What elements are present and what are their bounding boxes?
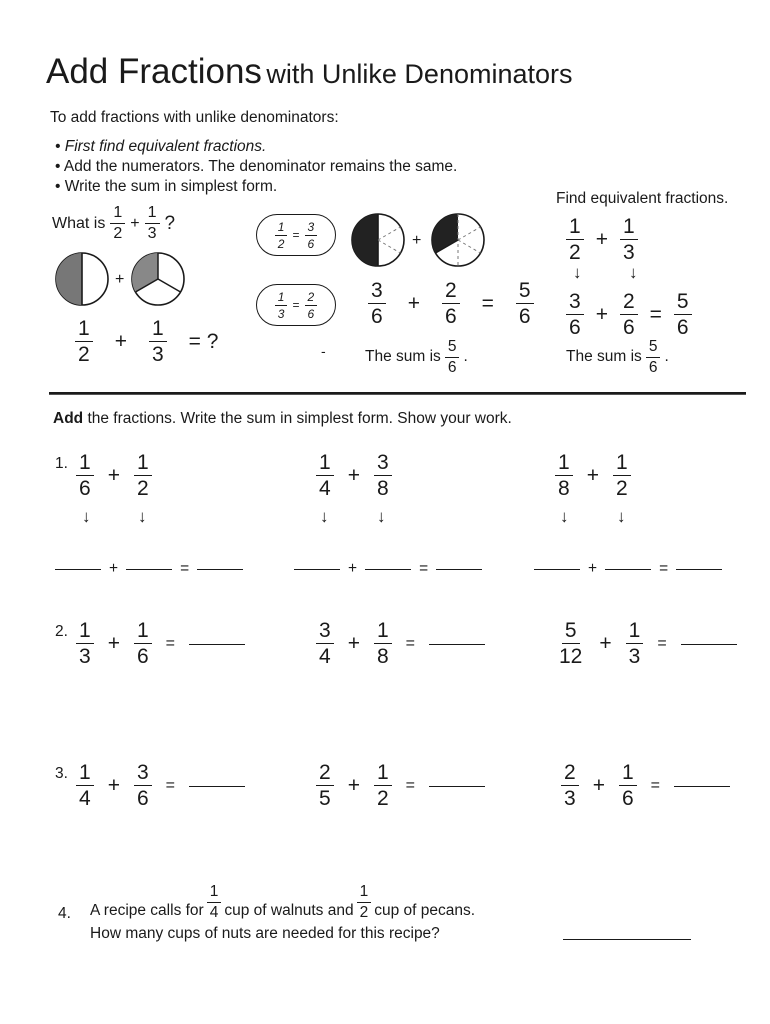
problem-3c: $\frac{2}{3}$ + $\frac{1}{6}$ = [561,762,730,809]
problem-2a: $\frac{1}{3}$ + $\frac{1}{6}$ = [76,620,245,667]
fraction: $\frac{3}{8}$ [374,452,392,499]
problem-2c: $\frac{5}{12}$ + $\frac{1}{3}$ = [556,620,737,667]
problem-number-3: 3. [55,765,68,782]
svg-text:+: + [412,232,422,249]
page-title [46,52,573,92]
example-equation-left: $\frac{1}{2}$ + $\frac{1}{3}$ = ? [75,318,218,365]
fraction: $\frac{5}{6}$ [646,339,661,375]
equivalent-converted: $\frac{3}{6}$ + $\frac{2}{6}$ = $\frac{5}{6}$ [566,291,692,338]
down-arrow-icon: ↓ [138,507,147,526]
answer-blank[interactable] [681,643,737,645]
answer-blank[interactable] [294,568,340,570]
fraction: $\frac{3}{6}$ [566,291,584,338]
fraction: $\frac{1}{2}$ [75,318,93,365]
answer-blank[interactable] [563,938,691,940]
title-main: Add Fractions [46,52,262,91]
work-line-1a: + = [55,560,243,578]
fraction: $\frac{2}{6}$ [442,280,460,327]
find-equivalent-label: Find equivalent fractions. [556,190,729,207]
fraction: $\frac{1}{4}$ [207,884,222,920]
down-arrow-icon: ↓ [617,507,626,526]
fraction: $\frac{2}{3}$ [561,762,579,809]
svg-text:+: + [115,271,125,288]
fraction: $\frac{1}{3}$ [145,205,160,242]
answer-blank[interactable] [365,568,411,570]
fraction: $\frac{5}{6}$ [516,280,534,327]
work-line-1c: + = [534,560,722,578]
fraction: $\frac{3}{6}$ [134,762,152,809]
fraction: $\frac{1}{3}$ [76,620,94,667]
down-arrow-icon: ↓ [560,507,569,526]
intro-text: To add fractions with unlike denominators: [50,109,339,126]
fraction: $\frac{2}{5}$ [316,762,334,809]
example-equation-middle: $\frac{3}{6}$ + $\frac{2}{6}$ = $\frac{5}{6}$ [368,280,534,327]
answer-blank[interactable] [674,785,730,787]
problem-3b: $\frac{2}{5}$ + $\frac{1}{2}$ = [316,762,485,809]
equivalence-cloud-1: $\frac{1}{2}$ = $\frac{3}{6}$ [256,214,336,256]
fraction: $\frac{3}{4}$ [316,620,334,667]
answer-blank[interactable] [429,785,485,787]
step-3: • Write the sum in simplest form. [55,178,278,195]
fraction: $\frac{1}{6}$ [134,620,152,667]
problem-1a: $\frac{1}{6}$ + $\frac{1}{2}$ [76,452,152,499]
down-arrow-icon: ↓ [573,263,582,282]
problem-number-1: 1. [55,455,68,472]
answer-blank[interactable] [189,785,245,787]
fraction: $\frac{1}{3}$ [626,620,644,667]
problem-number-4: 4. [58,905,71,922]
fraction: $\frac{5}{6}$ [445,339,460,375]
fraction: $\frac{1}{4}$ [316,452,334,499]
answer-blank[interactable] [534,568,580,570]
fraction: $\frac{1}{2}$ [374,762,392,809]
down-arrow-icon: ↓ [629,263,638,282]
fraction: $\frac{1}{8}$ [555,452,573,499]
problem-1c: $\frac{1}{8}$ + $\frac{1}{2}$ [555,452,631,499]
answer-blank[interactable] [436,568,482,570]
fraction: $\frac{1}{2}$ [566,216,584,263]
equivalent-original: $\frac{1}{2}$ + $\frac{1}{3}$ [566,216,638,263]
answer-blank[interactable] [189,643,245,645]
what-is-question: What is $\frac{1}{2}$ + $\frac{1}{3}$ ? [52,204,176,242]
answer-blank[interactable] [429,643,485,645]
fraction: $\frac{5}{6}$ [674,291,692,338]
fraction: $\frac{1}{2}$ [613,452,631,499]
fraction: $\frac{1}{6}$ [76,452,94,499]
step-1: • First find equivalent fractions. [55,138,267,155]
answer-blank[interactable] [605,568,651,570]
down-arrow-icon: ↓ [377,507,386,526]
fraction: $\frac{1}{3}$ [620,216,638,263]
problem-1b: $\frac{1}{4}$ + $\frac{3}{8}$ [316,452,392,499]
fraction: $\frac{1}{6}$ [619,762,637,809]
answer-blank[interactable] [197,568,243,570]
fraction: $\frac{1}{2}$ [134,452,152,499]
title-sub: with Unlike Denominators [266,59,573,89]
answer-blank[interactable] [126,568,172,570]
answer-blank[interactable] [676,568,722,570]
equivalence-cloud-2: $\frac{1}{3}$ = $\frac{2}{6}$ [256,284,336,326]
down-arrow-icon: ↓ [82,507,91,526]
fraction: $\frac{1}{2}$ [110,205,125,242]
fraction: $\frac{1}{8}$ [374,620,392,667]
fraction: $\frac{1}{2}$ [357,884,372,920]
work-line-1b: + = [294,560,482,578]
word-problem-line1: A recipe calls for $\frac{1}{4}$ cup of walnuts and $\frac{1}{2}$ cup of pecans. [90,883,476,921]
fraction: $\frac{1}{3}$ [149,318,167,365]
fraction: $\frac{3}{6}$ [368,280,386,327]
problem-3a: $\frac{1}{4}$ + $\frac{3}{6}$ = [76,762,245,809]
problem-number-2: 2. [55,623,68,640]
fraction-circle-models-left [54,251,189,309]
fraction: $\frac{5}{12}$ [559,619,583,668]
instructions: Add the fractions. Write the sum in simplest form. Show your work. [53,410,512,427]
fraction: $\frac{1}{4}$ [76,762,94,809]
sum-statement-right: The sum is $\frac{5}{6}$ . [566,338,669,376]
sum-statement-middle: The sum is $\frac{5}{6}$ . [365,338,468,376]
down-arrow-icon: ↓ [320,507,329,526]
stray-dash: - [321,343,326,359]
step-2: • Add the numerators. The denominator remains the same. [55,158,458,175]
fraction: $\frac{2}{6}$ [620,291,638,338]
section-divider [49,392,746,395]
fraction-circle-models-sixths [350,212,490,270]
word-problem-line2: How many cups of nuts are needed for this recipe? [90,925,440,942]
answer-blank[interactable] [55,568,101,570]
problem-2b: $\frac{3}{4}$ + $\frac{1}{8}$ = [316,620,485,667]
